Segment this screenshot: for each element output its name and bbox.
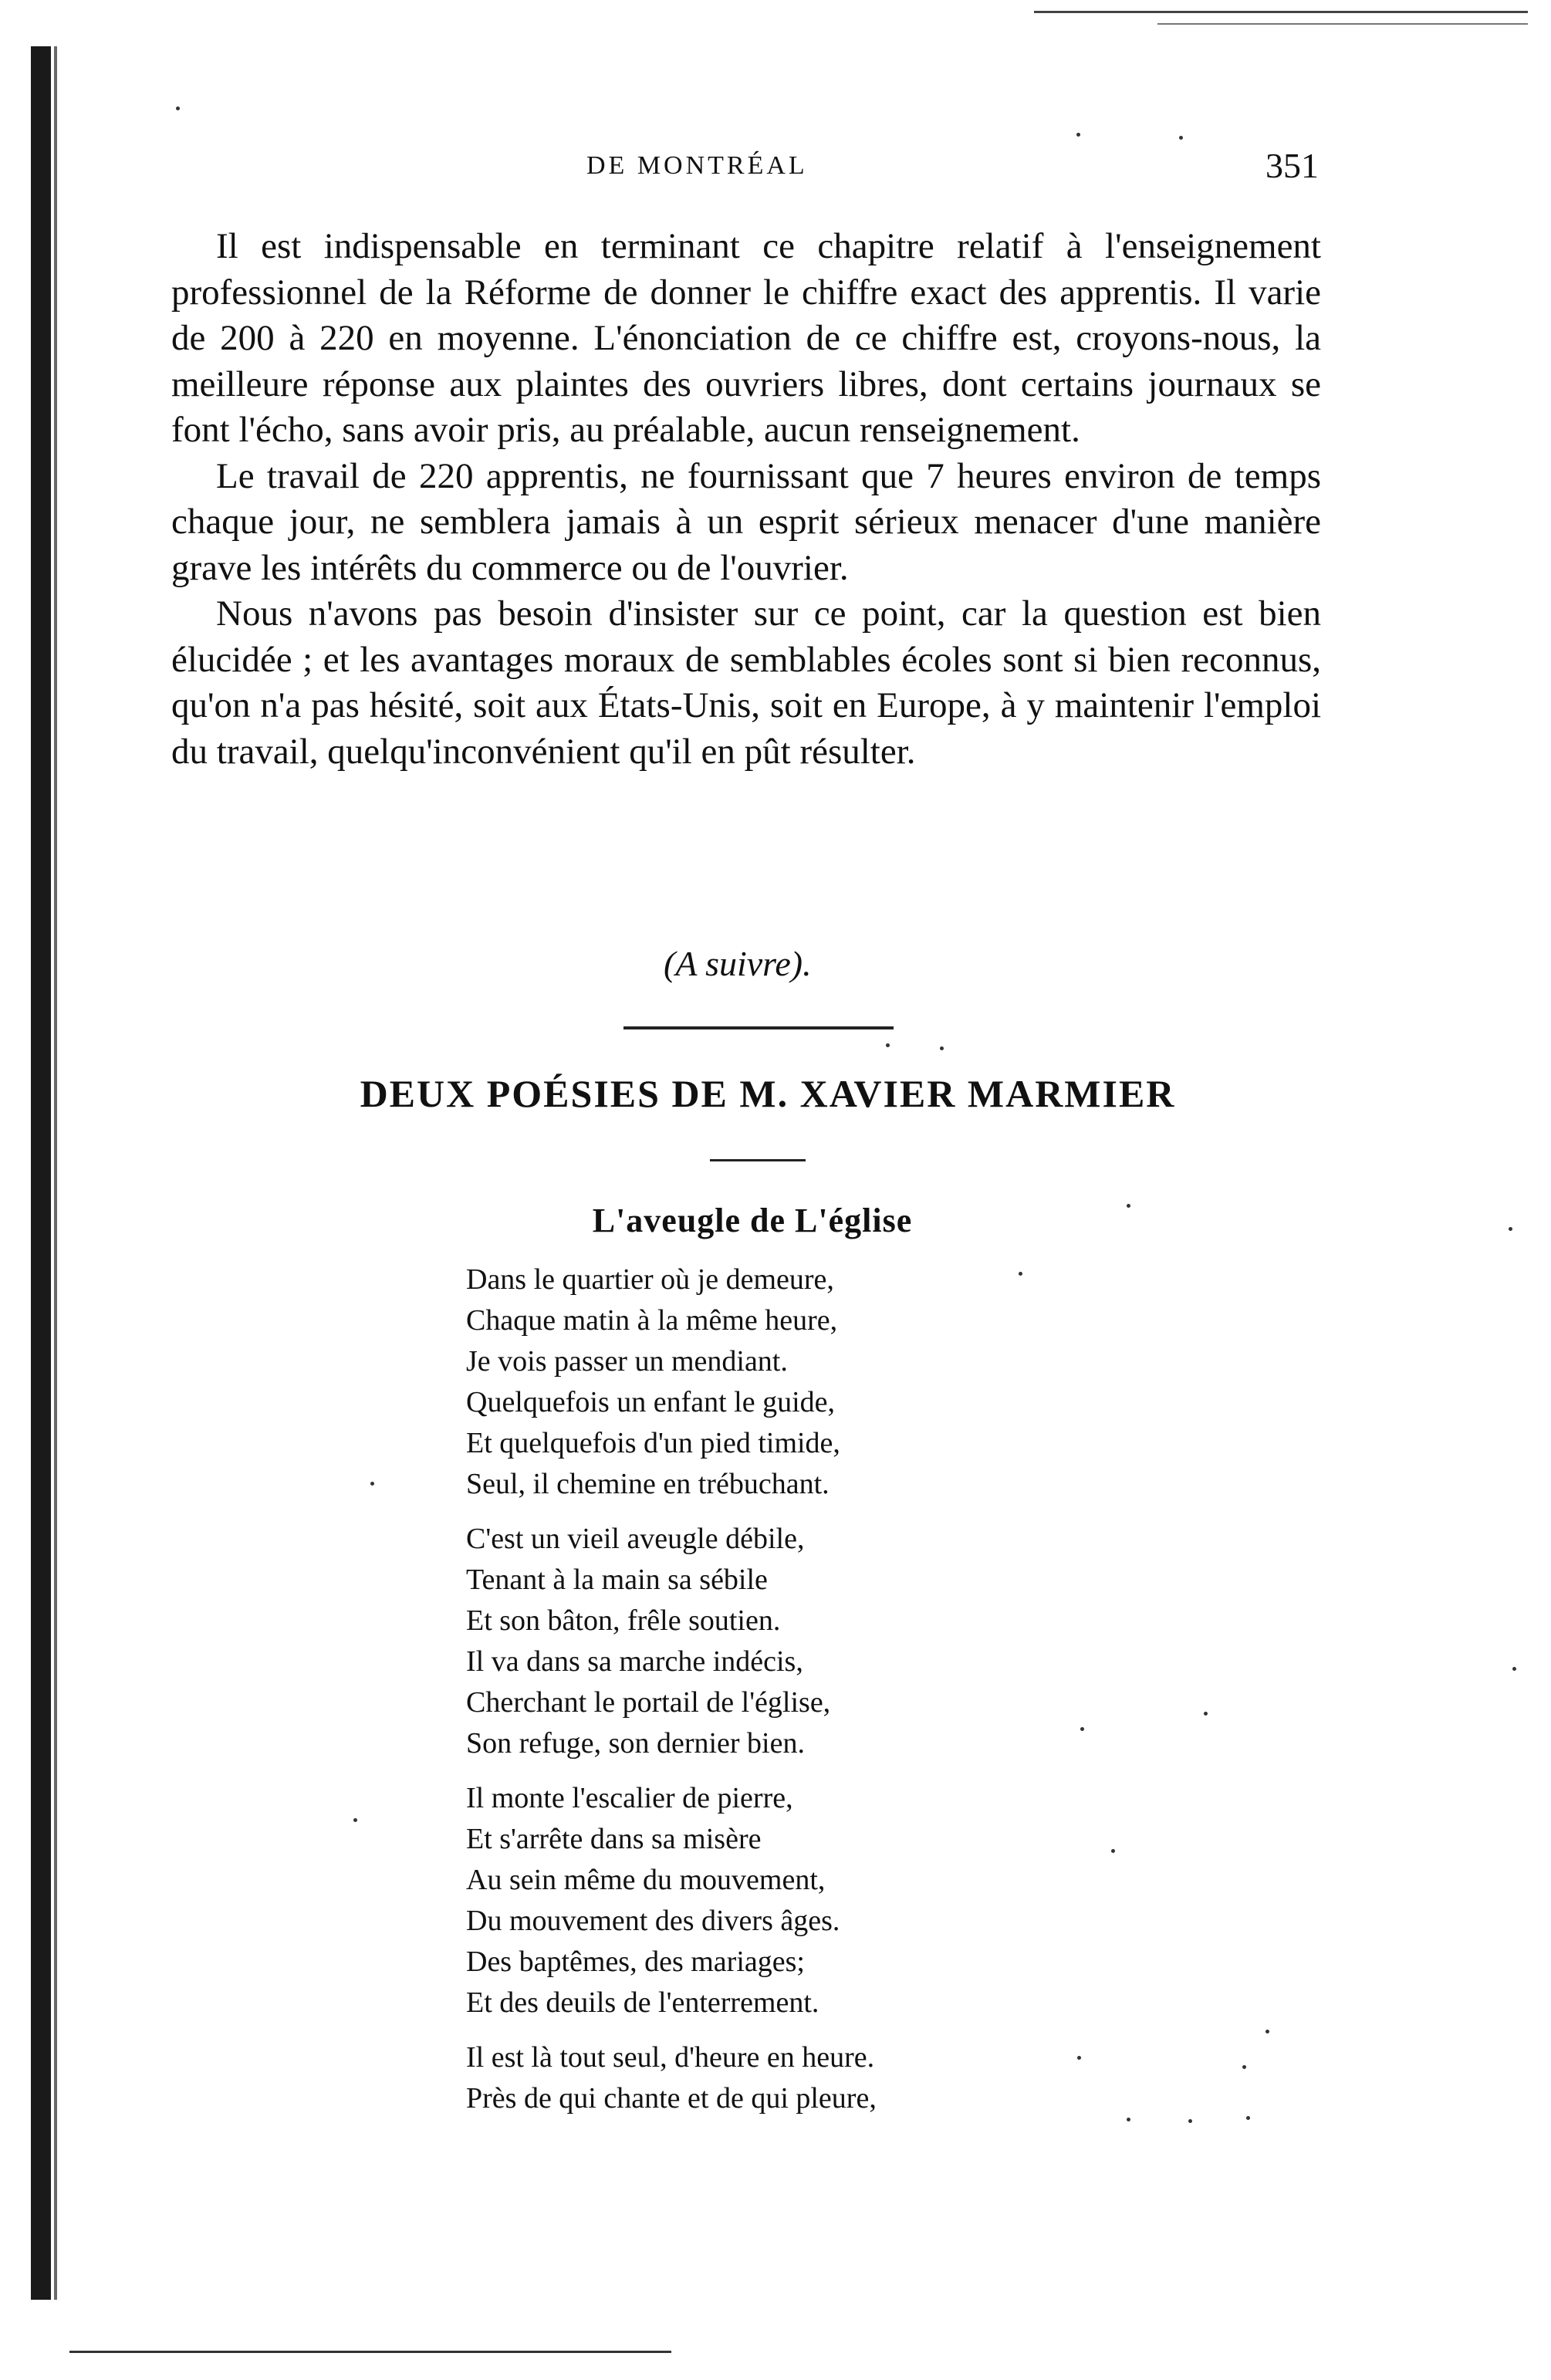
scan-artifact-rule — [1034, 11, 1528, 13]
paragraph: Le travail de 220 apprentis, ne fournissant que 7 heures environ de temps chaque jour, ne semblera jamais à un esprit sérieux menacer d'une manière grave les intérêts du commerce ou de l'ouvrier. — [171, 455, 1321, 588]
paragraph: Nous n'avons pas besoin d'insister sur ce point, car la question est bien élucidée ; et les avantages moraux de semblables écoles sont si bien reconnus, qu'on n'a pas hésité, soit aux États-Unis, soit en Europe, à y maintenir l'emploi du travail, quelqu'inconvénient qu'il en pût résulter. — [171, 593, 1321, 772]
scan-speck — [370, 1482, 374, 1486]
poem-line: Son refuge, son dernier bien. — [466, 1727, 805, 1760]
poem-stanza — [466, 1519, 1161, 1764]
poem-line: Des baptêmes, des mariages; — [466, 1946, 805, 1978]
poem-body — [466, 1259, 1161, 2133]
scan-speck — [176, 106, 180, 110]
poem-line: Cherchant le portail de l'église, — [466, 1686, 831, 1719]
poem-stanza — [466, 2037, 1161, 2119]
scan-speck — [1111, 1849, 1115, 1853]
poem-line: Et des deuils de l'enterrement. — [466, 1986, 819, 2019]
poem-line: Et s'arrête dans sa misère — [466, 1823, 762, 1855]
scan-speck — [1265, 2030, 1269, 2033]
scan-speck — [1204, 1712, 1208, 1716]
scan-speck — [1242, 2065, 1246, 2069]
scan-speck — [940, 1046, 944, 1050]
paragraph: Il est indispensable en terminant ce chapitre relatif à l'enseignement professionnel de la Réforme de donner le chiffre exact des apprentis. Il varie de 200 à 220 en moyenne. L'énonciation de ce chiffre est, croyons-nous, la meilleure réponse aux plaintes des ouvriers libres, dont certains journaux se font l'écho, sans avoir pris, au préalable, aucun renseignement. — [171, 226, 1321, 450]
scan-speck — [1509, 1227, 1512, 1231]
poem-line: Je vois passer un mendiant. — [466, 1345, 788, 1378]
poem-line: Quelquefois un enfant le guide, — [466, 1386, 836, 1418]
poem-line: Au sein même du mouvement, — [466, 1864, 826, 1896]
scan-speck — [1127, 2118, 1130, 2121]
scan-speck — [1246, 2116, 1250, 2120]
poem-line: Tenant à la main sa sébile — [466, 1564, 768, 1596]
poem-title: L'aveugle de L'église — [592, 1202, 913, 1239]
scan-speck — [886, 1043, 890, 1047]
scan-speck — [1080, 1727, 1084, 1731]
poem-line: Et quelquefois d'un pied timide, — [466, 1427, 840, 1459]
poem-stanza — [466, 1259, 1161, 1505]
poem-line: Du mouvement des divers âges. — [466, 1905, 840, 1937]
title-divider — [710, 1159, 806, 1161]
scan-speck — [1188, 2119, 1192, 2123]
scan-speck — [1127, 1204, 1130, 1208]
poem-line: C'est un vieil aveugle débile, — [466, 1523, 805, 1555]
scan-artifact-rule — [69, 2351, 671, 2353]
poem-stanza — [466, 1778, 1161, 2023]
poem-line: Seul, il chemine en trébuchant. — [466, 1468, 830, 1500]
poem-line: Près de qui chante et de qui pleure, — [466, 2082, 877, 2115]
poem-line: Dans le quartier où je demeure, — [466, 1263, 834, 1296]
scan-speck — [1019, 1272, 1022, 1276]
scan-speck — [353, 1818, 357, 1822]
to-be-continued-note: (A suivre). — [664, 944, 812, 983]
poem-line: Chaque matin à la même heure, — [466, 1304, 838, 1337]
poem-line: Il est là tout seul, d'heure en heure. — [466, 2041, 875, 2074]
section-title: DEUX POÉSIES DE M. XAVIER MARMIER — [360, 1072, 1176, 1115]
running-head: DE MONTRÉAL — [586, 151, 808, 180]
scan-speck — [1076, 133, 1080, 137]
prose-body — [171, 224, 1321, 775]
scan-speck — [1179, 136, 1183, 140]
section-divider — [623, 1026, 894, 1029]
binding-shadow-edge — [54, 46, 57, 2300]
poem-line: Il monte l'escalier de pierre, — [466, 1782, 793, 1814]
poem-line: Et son bâton, frêle soutien. — [466, 1604, 781, 1637]
poem-line: Il va dans sa marche indécis, — [466, 1645, 803, 1678]
binding-shadow — [31, 46, 51, 2300]
scan-speck — [1512, 1667, 1516, 1671]
scan-speck — [1077, 2056, 1081, 2060]
scan-artifact-rule — [1157, 23, 1528, 25]
page-number: 351 — [1265, 146, 1319, 185]
